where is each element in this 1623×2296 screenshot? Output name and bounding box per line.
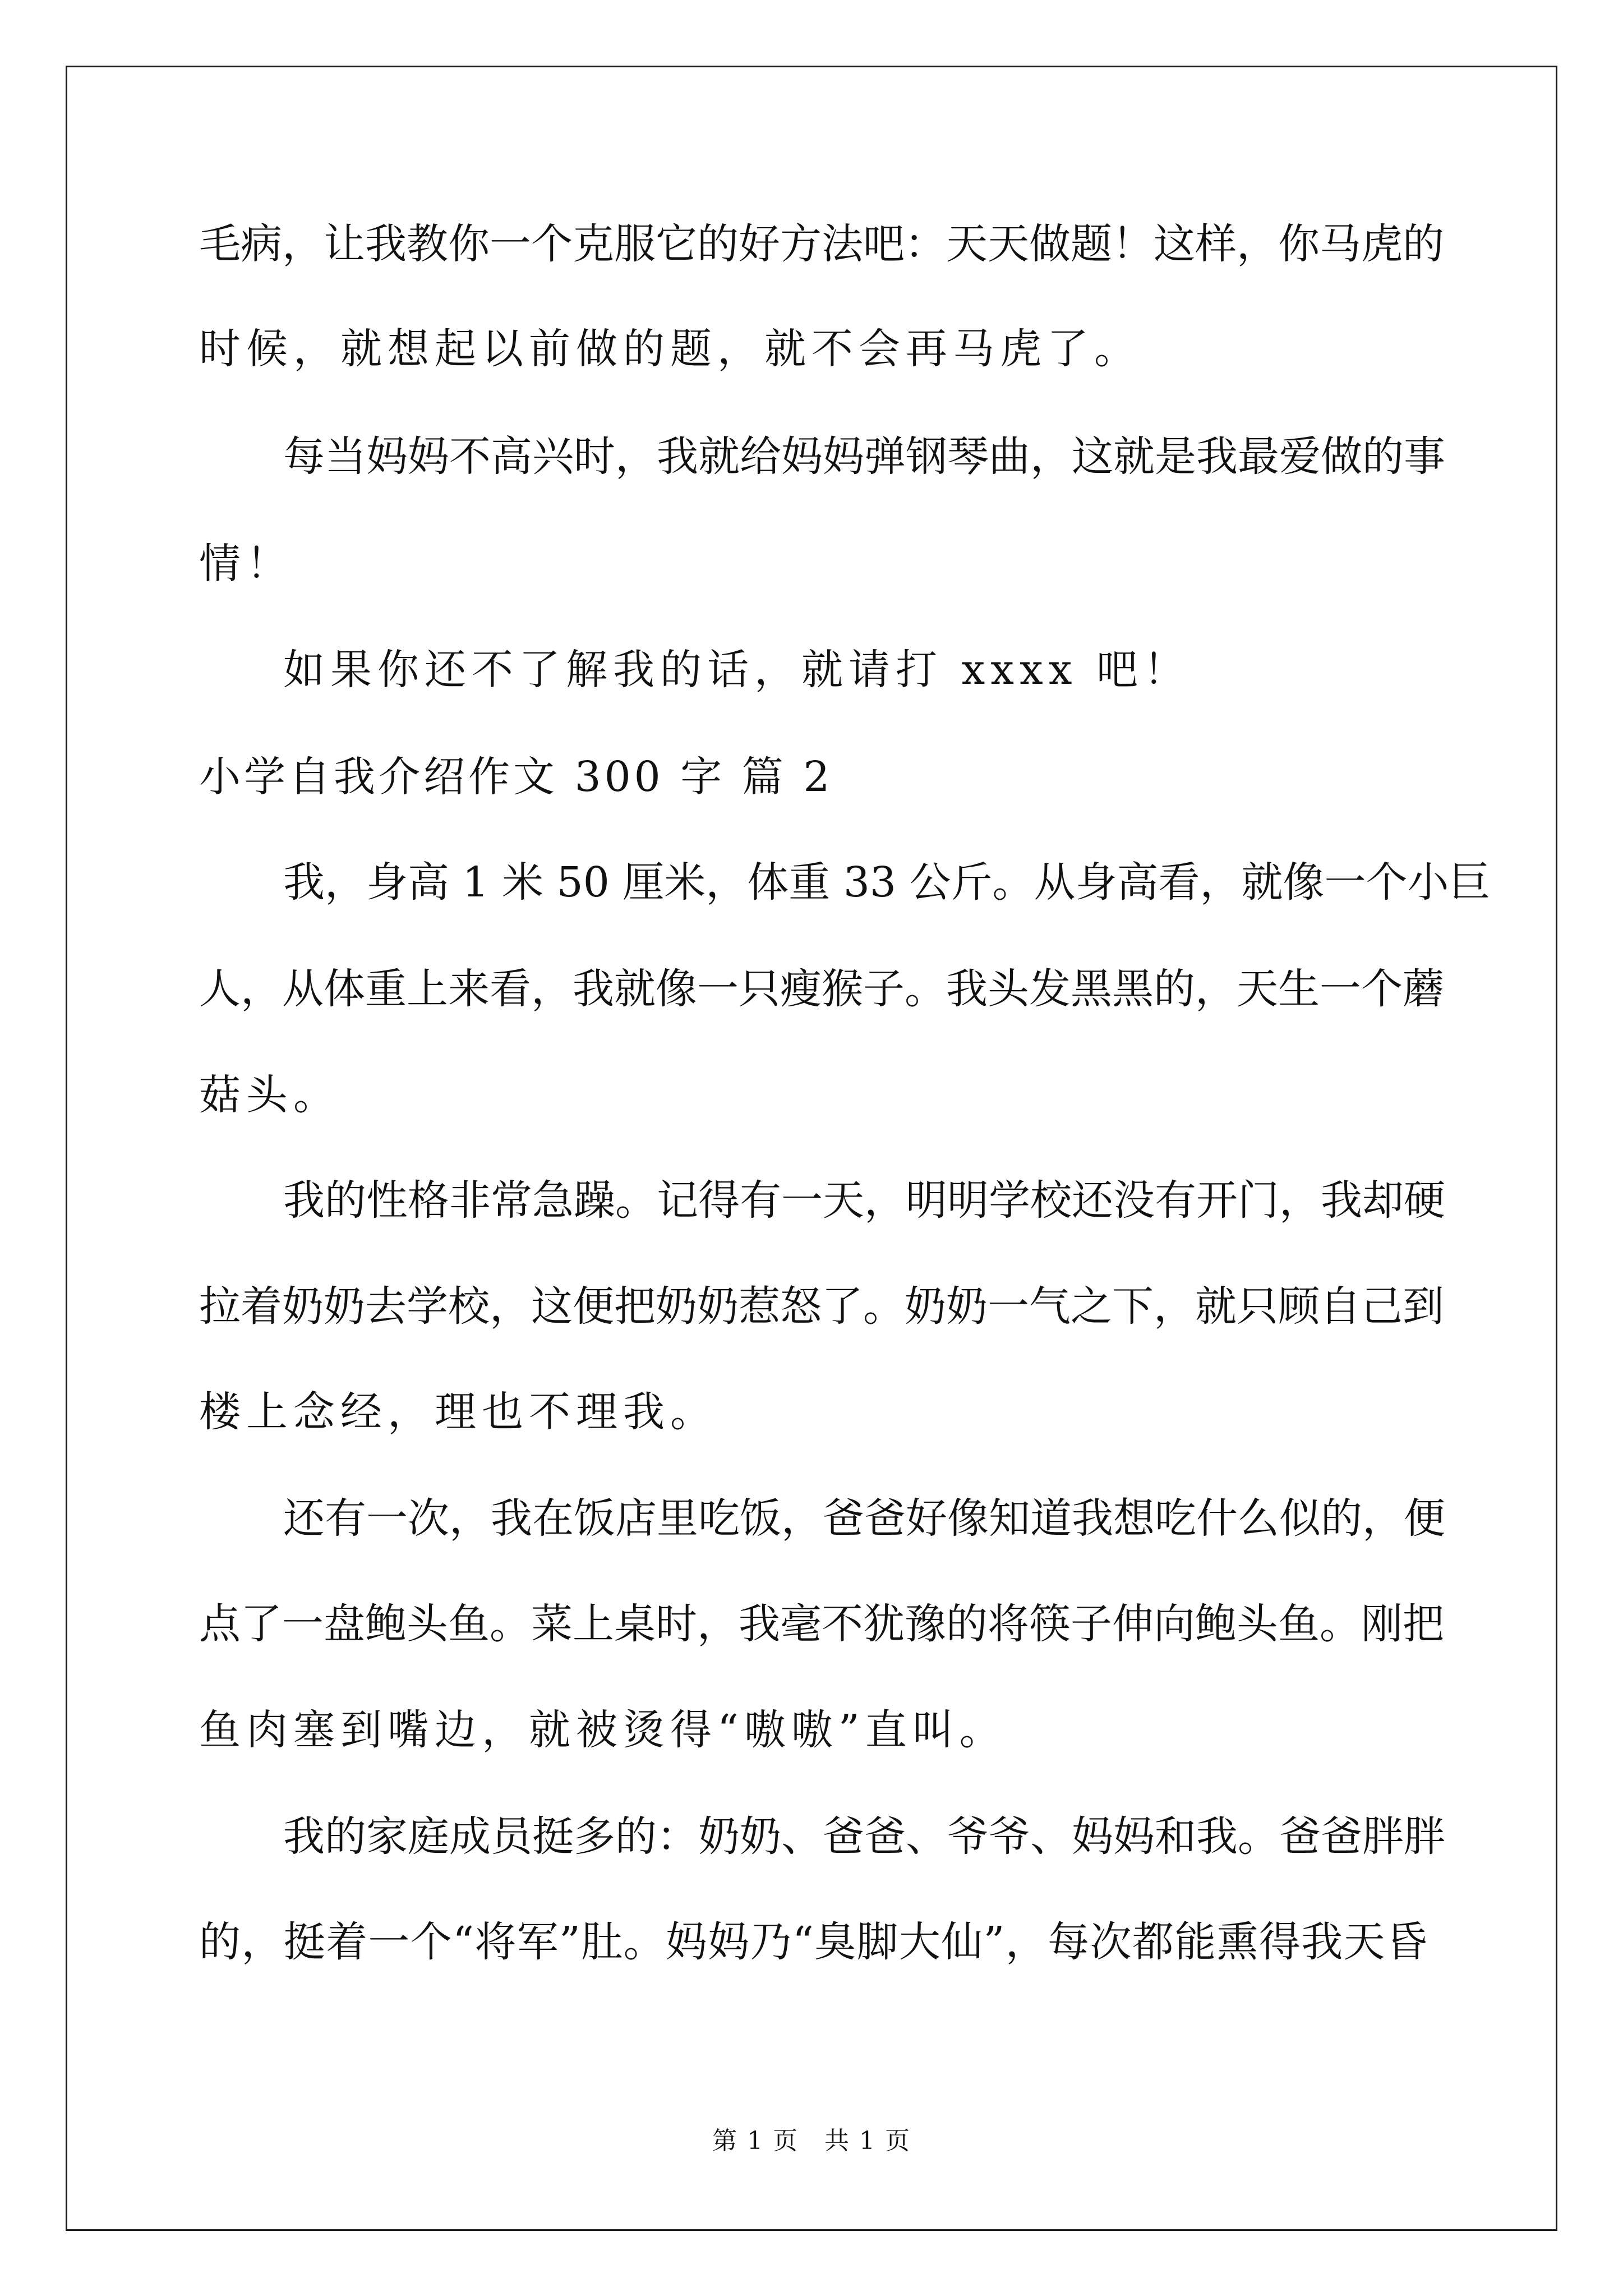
- text-line: 拉着奶奶去学校，这便把奶奶惹怒了。奶奶一气之下，就只顾自己到: [199, 1282, 1444, 1331]
- text-line: 鱼肉塞到嘴边，就被烫得“嗷嗷”直叫。: [199, 1706, 1007, 1754]
- text-line: 菇头。: [199, 1071, 340, 1119]
- section-heading: 小学自我介绍作文 300 字 篇 2: [199, 753, 833, 801]
- text-line: 毛病，让我教你一个克服它的好方法吧：天天做题！这样，你马虎的: [199, 220, 1444, 268]
- page-footer: 第 1 页 共 1 页: [712, 2127, 911, 2155]
- paragraph-start-line: 每当妈妈不高兴时，我就给妈妈弹钢琴曲，这就是我最爱做的事: [283, 432, 1445, 481]
- text-line: 情！: [199, 540, 293, 588]
- paragraph-start-line: 我的性格非常急躁。记得有一天，明明学校还没有开门，我却硬: [283, 1176, 1445, 1225]
- text-line: 时候，就想起以前做的题，就不会再马虎了。: [199, 325, 1141, 373]
- paragraph-start-line: 我，身高 1 米 50 厘米，体重 33 公斤。从身高看，就像一个小巨: [283, 858, 1491, 907]
- text-line: 点了一盘鲍头鱼。菜上桌时，我毫不犹豫的将筷子伸向鲍头鱼。刚把: [199, 1600, 1444, 1648]
- paragraph-start-line: 如果你还不了解我的话，就请打 xxxx 吧！: [283, 646, 1191, 694]
- text-line: 的，挺着一个“将军”肚。妈妈乃“臭脚大仙”，每次都能熏得我天昏: [199, 1918, 1427, 1966]
- text-line: 楼上念经，理也不理我。: [199, 1388, 717, 1436]
- text-line: 人，从体重上来看，我就像一只瘦猴子。我头发黑黑的，天生一个蘑: [199, 965, 1444, 1013]
- paragraph-start-line: 我的家庭成员挺多的：奶奶、爸爸、爷爷、妈妈和我。爸爸胖胖: [283, 1812, 1445, 1861]
- page-border: [66, 66, 1557, 2231]
- paragraph-start-line: 还有一次，我在饭店里吃饭，爸爸好像知道我想吃什么似的，便: [283, 1494, 1445, 1543]
